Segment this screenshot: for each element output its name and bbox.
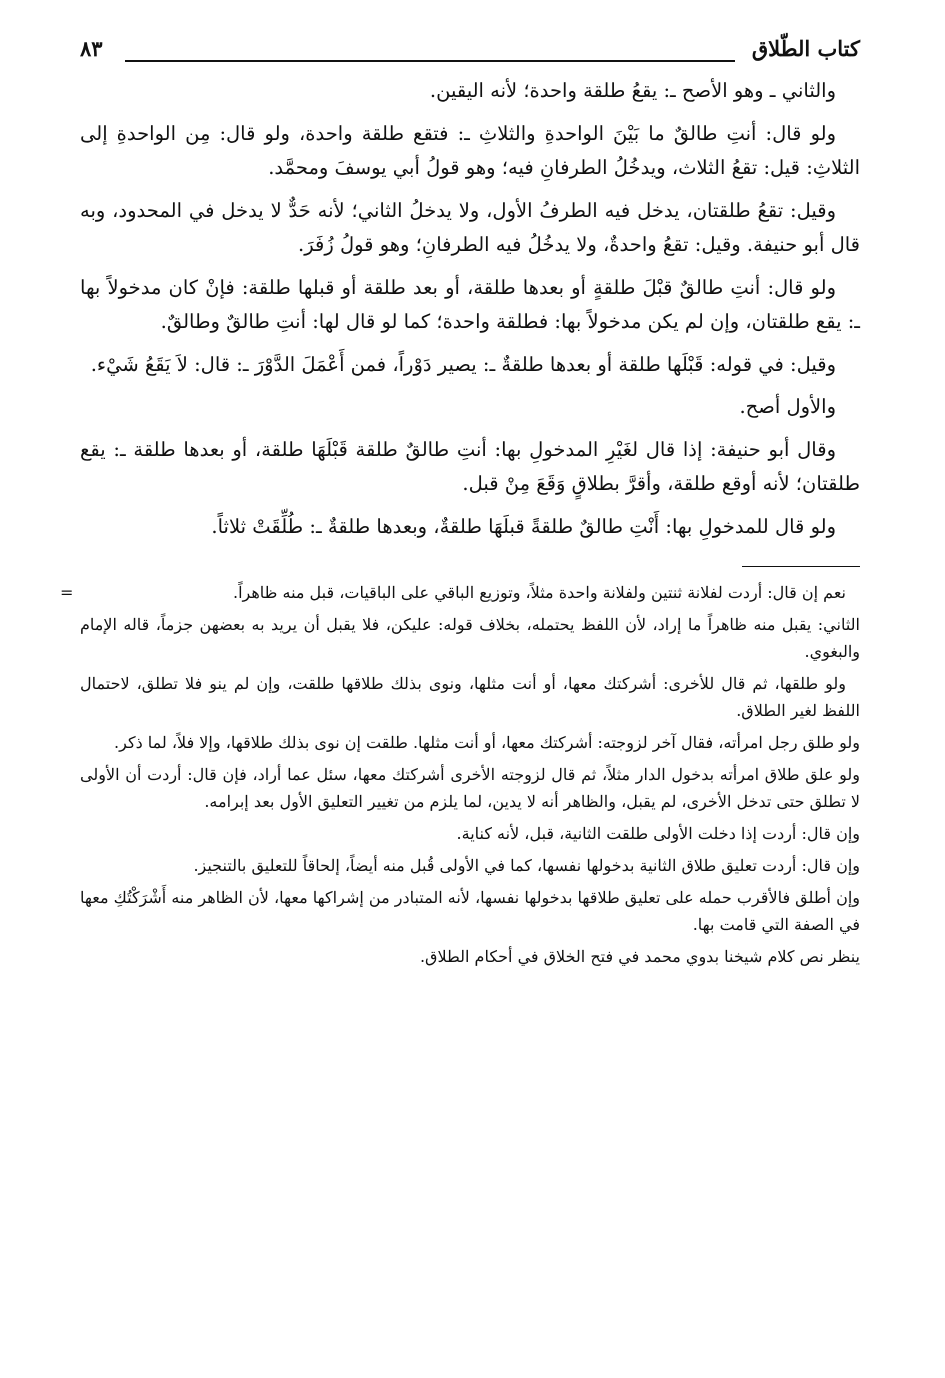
main-paragraph: وقيل: تقعُ طلقتان، يدخل فيه الطرفُ الأول، ولا يدخلُ الثاني؛ لأنه حَدٌّ لا يدخل في المحدود، وبه قال أبو حنيفة. وقيل: تقعُ واحدةٌ، ولا يدخُلُ فيه الطرفانِ؛ وهو قولُ زُفَرَ. [80,198,860,256]
page-header [80,30,860,74]
footnote-paragraph: ولو طلق رجل امرأته، فقال آخر لزوجته: أشركتك معها، أو أنت مثلها. طلقت إن نوى بذلك طلاقها، وإلا فلاً، لما ذكر. [114,733,860,752]
main-paragraph: ولو قال للمدخولِ بها: أَنْتِ طالقٌ طلقةً قبلَهَا طلقةٌ، وبعدها طلقةٌ ـ: طُلِّقَتْ ثلاثاً. [211,514,836,538]
footnote-continuation-mark: = [60,583,74,602]
main-paragraph: وقال أبو حنيفة: إذا قال لغَيْرِ المدخولِ بها: أنتِ طالقٌ طلقة قَبْلَهَا طلقة، أو بعدها طلقة ـ: يقع طلقتان؛ لأنه أوقع طلقة، وأقرَّ بطلاقٍ وَقَعَ مِنْ قبل. [80,437,860,495]
running-title: كتاب الطّلاق [751,36,860,61]
main-paragraph: وقيل: في قوله: قَبْلَها طلقة أو بعدها طلقةٌ ـ: يصير دَوْراً، فمن أَعْمَلَ الدَّوْرَ ـ: قال: لاَ يَقَعُ شَيْء. [90,352,836,376]
main-paragraph: والثاني ـ وهو الأصح ـ: يقعُ طلقة واحدة؛ لأنه اليقين. [429,79,836,102]
book-page [60,30,861,975]
footnote-paragraph: الثاني: يقبل منه ظاهراً ما إراد، لأن اللفظ يحتمله، بخلاف قوله: عليكن، فلا يقبل أن يريد به بعضهن جزماً، قاله الإمام والبغوي. [80,615,860,661]
footnote-divider [742,566,860,567]
footnote-paragraph: وإن قال: أردت تعليق طلاق الثانية بدخولها نفسها، كما في الأولى قُبل منه أيضاً، إلحاقاً للتعليق بالتنجيز. [193,856,860,875]
main-paragraph: ولو قال: أنتِ طالقٌ ما بَيْنَ الواحدةِ والثلاثِ ـ: فتقع طلقة واحدة، ولو قال: مِن الواحدةِ إلى الثلاثِ: قيل: تقعُ الثلاث، ويدخُلُ الطرفانِ فيه؛ وهو قولُ أبي يوسفَ ومحمَّد. [80,121,860,179]
footnote-paragraph: وإن أطلق فالأقرب حمله على تعليق طلاقها بدخولها نفسها، لأنه المتبادر من إشراكها معها، لأن الظاهر منه أَشْرَكْتُكِ معها في الصفة التي قامت بها. [80,888,860,934]
footnote-paragraph: نعم إن قال: أردت لفلانة ثنتين ولفلانة واحدة مثلاً، وتوزيع الباقي على الباقيات، قبل منه ظاهراً. [233,583,846,602]
main-paragraph: ولو قال: أنتِ طالقٌ قبْلَ طلقةٍ أو بعدها طلقة، أو بعد طلقة أو قبلها طلقة: فإنْ كان مدخولاً بها ـ: يقع طلقتان، وإن لم يكن مدخولاً بها: فطلقة واحدة؛ كما لو قال لها: أنتِ طالقٌ وطالقٌ. [80,275,860,333]
footnote-paragraph: ولو طلقها، ثم قال للأخرى: أشركتك معها، أو أنت مثلها، ونوى بذلك طلاقها طلقت، وإن لم ينو فلا تطلق، لاحتمال اللفظ لغير الطلاق. [80,674,860,720]
main-text [80,74,860,544]
page-number: ٨٣ [80,36,103,61]
footnote-paragraph: ولو علق طلاق امرأته بدخول الدار مثلاً، ثم قال لزوجته الأخرى أشركتك معها، سئل عما أراد، فإن قال: أردت أن الأولى لا تطلق حتى تدخل الأخرى، لم يقبل، والظاهر أنه لا يدين، لما يلزم من تغيير التعليق الأول بعد إبرامه. [80,765,861,811]
footnotes [60,579,861,970]
footnote-paragraph: ينظر نص كلام شيخنا بدوي محمد في فتح الخلاق في أحكام الطلاق. [419,947,860,966]
main-paragraph: والأول أصح. [739,395,836,418]
footnote-paragraph: وإن قال: أردت إذا دخلت الأولى طلقت الثانية، قبل، لأنه كناية. [456,824,860,843]
header-rule [125,60,735,62]
